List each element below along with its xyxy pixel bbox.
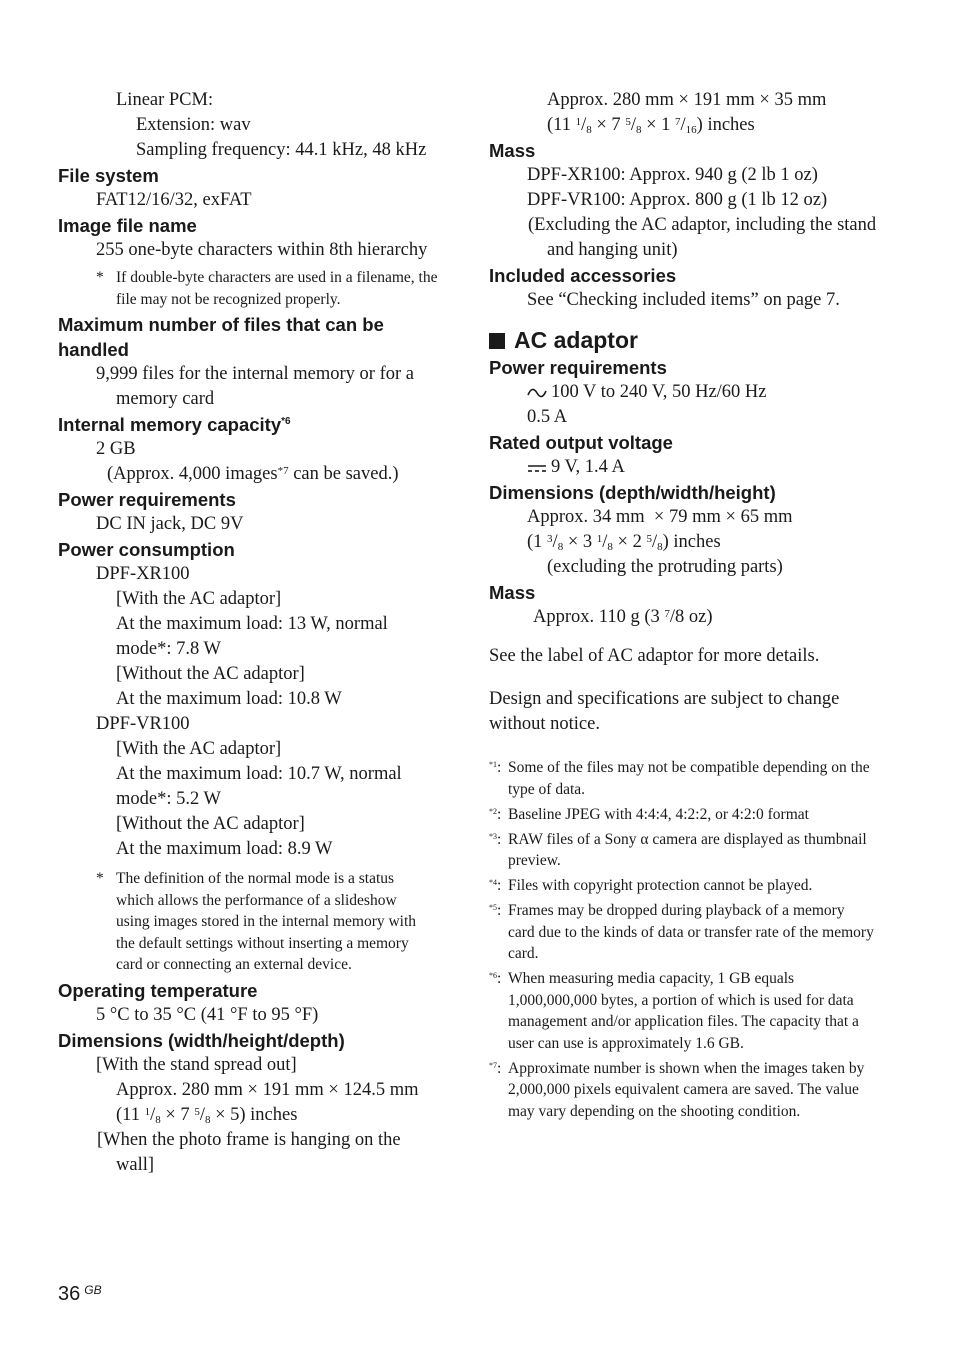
- ac-power-heading: Power requirements: [489, 357, 667, 378]
- model-xr100: DPF-XR100: [96, 564, 190, 584]
- footnote-separator: :: [497, 877, 502, 894]
- internal-memory-heading-ref: *6: [281, 415, 291, 427]
- internal-memory-size: 2 GB: [96, 439, 136, 459]
- footnote-mark: [489, 1058, 501, 1080]
- file-system-value: FAT12/16/32, exFAT: [96, 190, 252, 210]
- ac-dims-heading: Dimensions (depth/width/height): [489, 482, 776, 503]
- footnote-text: Approximate number is shown when the images taken by 2,000,000 pixels equivalent camera are saved. The value may vary depending on the shooting condition.: [508, 1059, 865, 1120]
- image-file-name-heading: Image file name: [58, 215, 197, 236]
- footnote: [489, 1058, 875, 1123]
- footnote: [489, 829, 875, 872]
- right-column: [489, 88, 879, 1126]
- language-code: GB: [84, 1283, 102, 1297]
- vr-without-adaptor: [Without the AC adaptor]: [116, 814, 305, 834]
- footnote: [489, 900, 875, 965]
- internal-memory-heading: [58, 412, 448, 437]
- normal-mode-note-text: The definition of the normal mode is a status which allows the performance of a slideshow using images stored in the internal memory with the default settings without inserting a memory card or connecting an external device.: [116, 870, 417, 973]
- footnote-ref: *1: [489, 760, 497, 769]
- ac-power-value: [489, 380, 879, 405]
- footnote-ref: *2: [489, 806, 497, 816]
- max-files-value: 9,999 files for the internal memory or for a memory card: [96, 364, 414, 409]
- footnote-mark: [489, 900, 501, 922]
- rated-output-text: 9 V, 1.4 A: [551, 457, 625, 477]
- footnote-ref: *5: [489, 903, 497, 912]
- footnote-ref: *7: [489, 1060, 497, 1070]
- page-number: 36: [58, 1283, 81, 1305]
- footnote-text: When measuring media capacity, 1 GB equals 1,000,000,000 bytes, a portion of which is used for data management and/or application files. The capacity that a user can use is approximately 1.6 GB.: [508, 970, 859, 1052]
- xr-without-adaptor: [Without the AC adaptor]: [116, 664, 305, 684]
- footnote: [489, 968, 875, 1054]
- internal-images-ref: *7: [277, 465, 289, 477]
- op-temp-value: 5 °C to 35 °C (41 °F to 95 °F): [96, 1004, 319, 1025]
- footnote: [489, 757, 875, 800]
- image-file-name-value: 255 one-byte characters within 8th hierarchy: [96, 240, 428, 260]
- op-temp-heading: Operating temperature: [58, 979, 258, 1001]
- vr-max-load-2: At the maximum load: 8.9 W: [116, 839, 333, 859]
- mass-heading: Mass: [489, 140, 536, 161]
- ac-mass-heading: Mass: [489, 582, 536, 603]
- file-system-heading: File system: [58, 165, 159, 186]
- footnote-text: Baseline JPEG with 4:4:4, 4:2:2, or 4:2:0 format: [508, 805, 809, 823]
- footnote-text: Files with copyright protection cannot be played.: [508, 877, 813, 894]
- ac-power-text: 100 V to 240 V, 50 Hz/60 Hz: [551, 382, 767, 402]
- normal-mode-note: [58, 868, 426, 976]
- footnote-mark: [489, 968, 501, 990]
- stand-mm: Approx. 280 mm × 191 mm × 124.5 mm: [116, 1079, 419, 1100]
- footnote: [489, 804, 875, 826]
- footnote-separator: :: [497, 1059, 502, 1077]
- internal-memory-images: [58, 462, 448, 487]
- footnote-separator: :: [497, 759, 502, 776]
- rated-output-heading: Rated output voltage: [489, 432, 673, 453]
- footnote-mark: [489, 757, 501, 779]
- image-file-note: [58, 267, 448, 310]
- ac-dims-exclusion: (excluding the protruding parts): [547, 557, 783, 577]
- footnote-ref: *4: [489, 878, 497, 887]
- vr-max-load: At the maximum load: 10.7 W, normal mode*: 5.2 W: [116, 764, 402, 809]
- footnote-text: RAW files of a Sony α camera are displayed as thumbnail preview.: [508, 830, 867, 869]
- note-asterisk: *: [96, 269, 104, 286]
- footnote-ref: *6: [489, 971, 497, 980]
- internal-memory-heading-text: Internal memory capacity: [58, 414, 282, 435]
- ac-wave-icon: [527, 387, 547, 399]
- model-vr100: DPF-VR100: [96, 714, 190, 734]
- rated-output-value: [489, 455, 879, 480]
- image-file-note-text: If double-byte characters are used in a filename, the file may not be recognized properly.: [116, 269, 438, 308]
- dc-symbol-icon: [527, 462, 547, 474]
- footnote: [489, 875, 875, 897]
- ac-dims-inches: (1 $^3/_8 \times 3$ $^1/_8 \times 2$ $^5/_8$) inches: [527, 532, 721, 553]
- page-folio: [58, 1278, 102, 1306]
- design-note: Design and specifications are subject to change without notice.: [489, 689, 840, 734]
- footnote-separator: :: [497, 830, 502, 848]
- footnote-separator: :: [497, 902, 502, 919]
- accessories-heading: Included accessories: [489, 265, 677, 286]
- mass-xr100: DPF-XR100: Approx. 940 g (2 lb 1 oz): [527, 165, 818, 185]
- mass-exclusion: (Excluding the AC adaptor, including the stand and hanging unit): [528, 215, 877, 260]
- hanging-note: [When the photo frame is hanging on the wall]: [97, 1129, 401, 1175]
- hang-inches: (11 $^1/_8 \times 7$ $^5/_8 \times 1$ $^7/_{16}$) inches: [547, 115, 755, 136]
- xr-max-load-2: At the maximum load: 10.8 W: [116, 689, 342, 709]
- max-files-heading: Maximum number of files that can be handled: [58, 314, 384, 360]
- left-column: [58, 88, 448, 1178]
- footnotes: [489, 757, 875, 1122]
- accessories-value: See “Checking included items” on page 7.: [527, 290, 840, 310]
- xr-with-adaptor: [With the AC adaptor]: [116, 589, 282, 609]
- power-req-heading: Power requirements: [58, 489, 236, 510]
- footnote-separator: :: [497, 805, 502, 823]
- footnote-text: Some of the files may not be compatible depending on the type of data.: [508, 759, 870, 798]
- extension: Extension: wav: [136, 115, 251, 135]
- ac-adaptor-title-text: AC adaptor: [514, 327, 638, 353]
- label-note: See the label of AC adaptor for more details.: [489, 646, 820, 666]
- mass-vr100: DPF-VR100: Approx. 800 g (1 lb 12 oz): [527, 190, 828, 210]
- ac-mass-value: Approx. 110 g (3 $^7$/8 oz): [533, 607, 713, 627]
- stand-spread: [With the stand spread out]: [96, 1054, 297, 1075]
- footnote-mark: [489, 829, 501, 851]
- sampling-frequency: Sampling frequency: 44.1 kHz, 48 kHz: [136, 140, 427, 160]
- footnote-text: Frames may be dropped during playback of a memory card due to the kinds of data or transfer rate of the memory card.: [508, 902, 874, 962]
- ac-dims-mm: Approx. 34 mm × 79 mm × 65 mm: [527, 507, 793, 527]
- linear-pcm: Linear PCM:: [116, 90, 214, 110]
- vr-with-adaptor: [With the AC adaptor]: [116, 739, 282, 759]
- power-cons-heading: Power consumption: [58, 539, 235, 560]
- footnote-ref: *3: [489, 831, 497, 841]
- hang-mm: Approx. 280 mm × 191 mm × 35 mm: [547, 90, 827, 110]
- xr-max-load: At the maximum load: 13 W, normal mode*: 7.8 W: [116, 614, 388, 659]
- power-req-value: DC IN jack, DC 9V: [96, 514, 244, 534]
- ac-amperage: 0.5 A: [527, 407, 568, 427]
- ac-adaptor-section-title: [489, 325, 879, 355]
- internal-images-text: (Approx. 4,000 images: [107, 464, 278, 484]
- square-bullet-icon: [489, 333, 505, 349]
- dimensions-heading: Dimensions (width/height/depth): [58, 1029, 345, 1051]
- internal-images-tail: can be saved.): [288, 464, 399, 484]
- note-asterisk: *: [96, 870, 104, 887]
- stand-inches: (11 $^1/_8 \times 7$ $^5/_8 \times 5$) inches: [116, 1104, 298, 1126]
- footnote-mark: [489, 875, 501, 897]
- footnote-separator: :: [497, 970, 502, 987]
- footnote-mark: [489, 804, 501, 826]
